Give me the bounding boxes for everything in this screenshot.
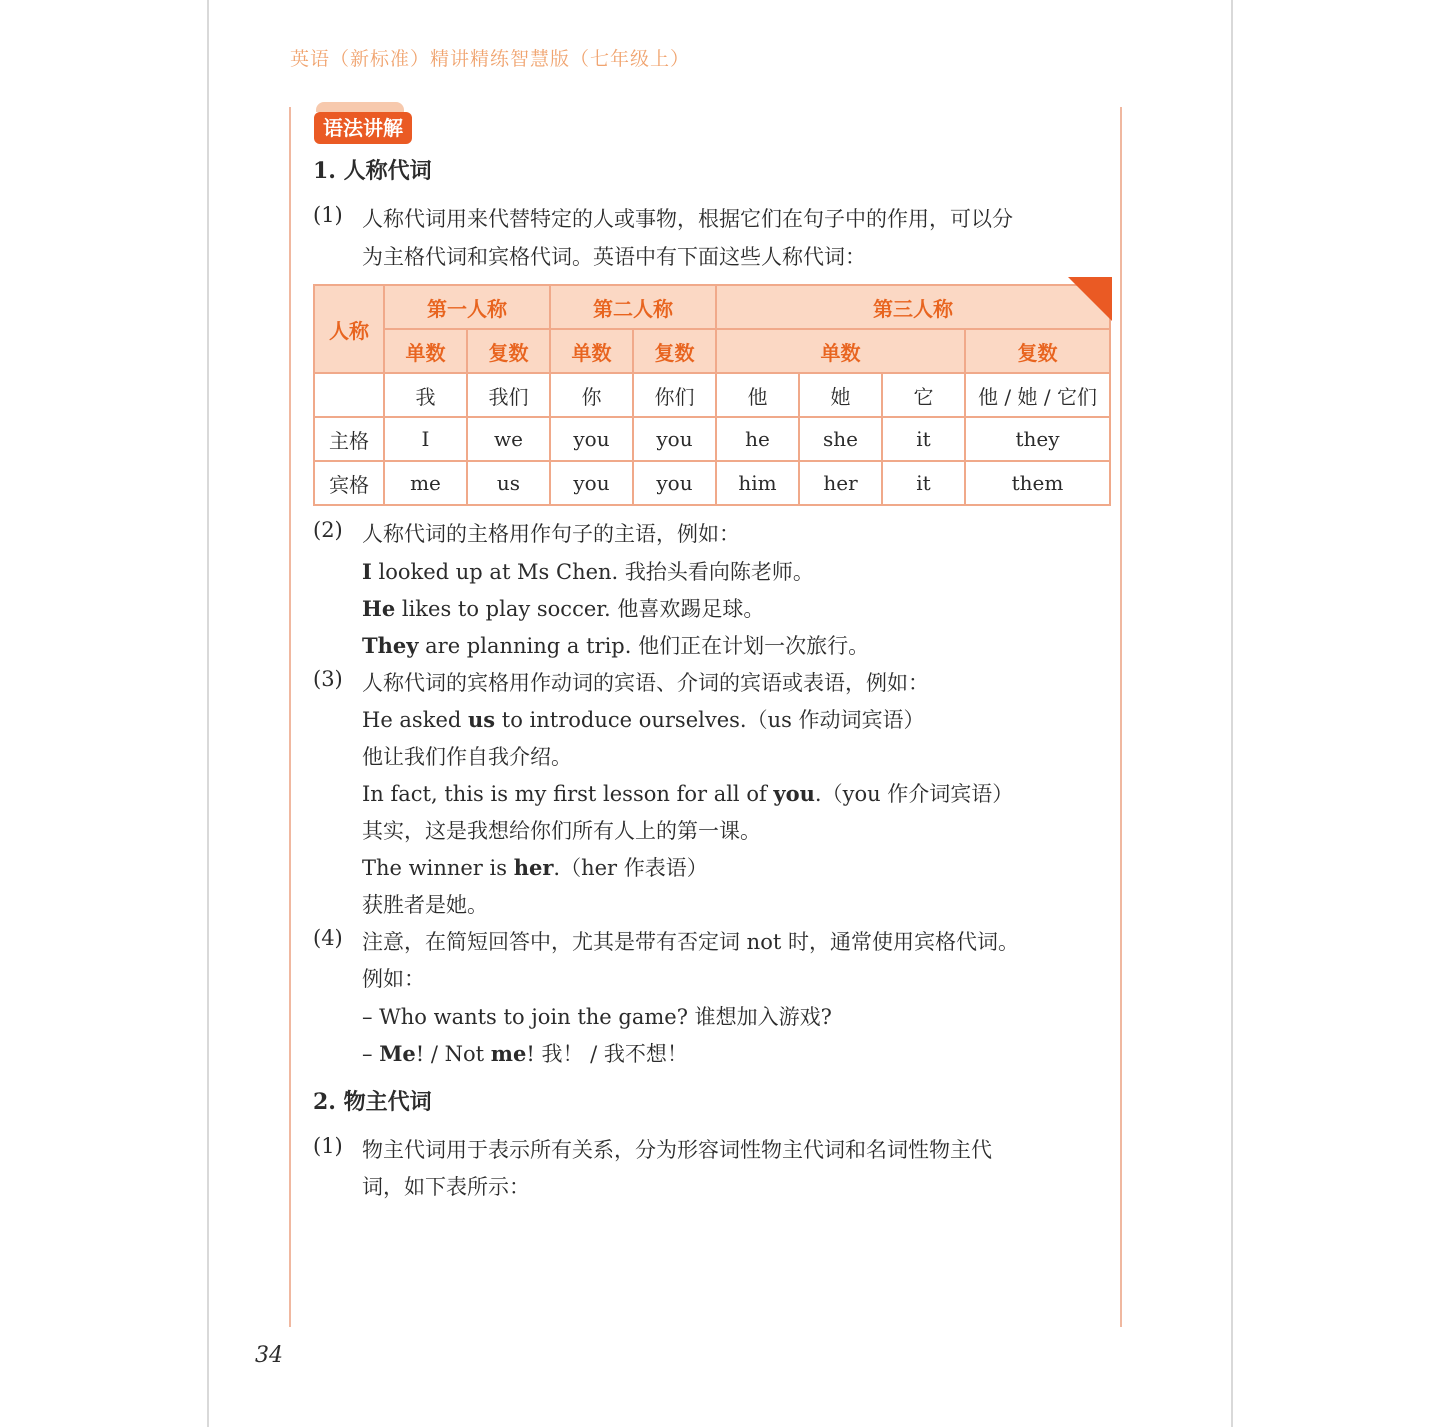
badge-tab-decoration (316, 102, 404, 112)
table-cell: you (550, 461, 633, 505)
header-plural: 复数 (965, 329, 1110, 373)
header-person: 人称 (314, 285, 384, 373)
table-cell: 他 / 她 / 它们 (965, 373, 1110, 417)
table-cell: we (467, 417, 550, 461)
example-translation: 其实，这是我想给你们所有人上的第一课。 (362, 819, 761, 843)
table-cell: 她 (799, 373, 882, 417)
example-line: I looked up at Ms Chen. 我抬头看向陈老师。 (362, 559, 814, 584)
table-cell: I (384, 417, 467, 461)
header-second-person: 第二人称 (550, 285, 716, 329)
section-1-title: 1. 人称代词 (313, 158, 432, 184)
example-line: In fact, this is my first lesson for all of you.（you 作介词宾语） (362, 781, 1014, 806)
left-margin-rule (289, 107, 291, 1327)
table-cell: us (467, 461, 550, 505)
item-4-text-2: 例如： (362, 967, 425, 991)
running-header: 英语（新标准）精讲精练智慧版（七年级上） (290, 48, 691, 70)
badge-label: 语法讲解 (314, 112, 412, 144)
item-4-text: 注意，在简短回答中，尤其是带有否定词 not 时，通常使用宾格代词。 (362, 930, 1019, 954)
item-2-number: (2) (313, 518, 343, 542)
header-plural: 复数 (633, 329, 716, 373)
table-cell: it (882, 417, 965, 461)
table-cell: you (633, 461, 716, 505)
table-cell: 我 (384, 373, 467, 417)
table-cell: you (550, 417, 633, 461)
item-1-line-1: 人称代词用来代替特定的人或事物，根据它们在句子中的作用，可以分 (362, 207, 1013, 231)
example-line: – Who wants to join the game? 谁想加入游戏? (362, 1005, 832, 1029)
table-cell: she (799, 417, 882, 461)
row-label-objective: 宾格 (314, 461, 384, 505)
section-2-title: 2. 物主代词 (313, 1089, 432, 1115)
table-cell: 他 (716, 373, 799, 417)
item-2-text: 人称代词的主格用作句子的主语，例如： (362, 522, 740, 546)
table-cell: he (716, 417, 799, 461)
header-plural: 复数 (467, 329, 550, 373)
table-cell: me (384, 461, 467, 505)
table-cell: 它 (882, 373, 965, 417)
example-line: – Me! / Not me! 我！ / 我不想！ (362, 1041, 688, 1066)
header-singular: 单数 (550, 329, 633, 373)
right-margin-rule (1120, 107, 1122, 1327)
item-1-line-2: 为主格代词和宾格代词。英语中有下面这些人称代词： (362, 245, 866, 269)
table-cell: it (882, 461, 965, 505)
table-row-nominative (314, 417, 1110, 461)
table-cell: you (633, 417, 716, 461)
item-5-line-2: 词，如下表所示： (362, 1175, 530, 1199)
item-5-line-1: 物主代词用于表示所有关系，分为形容词性物主代词和名词性物主代 (362, 1138, 992, 1162)
table-row-chinese (314, 373, 1110, 417)
item-3-text: 人称代词的宾格用作动词的宾语、介词的宾语或表语，例如： (362, 671, 929, 695)
item-1-number: (1) (313, 203, 343, 227)
table-cell: 你们 (633, 373, 716, 417)
example-translation: 他让我们作自我介绍。 (362, 745, 572, 769)
table-corner-decoration (1068, 277, 1112, 321)
header-singular: 单数 (716, 329, 965, 373)
header-singular: 单数 (384, 329, 467, 373)
header-third-person: 第三人称 (716, 285, 1110, 329)
table-cell: her (799, 461, 882, 505)
table-cell: them (965, 461, 1110, 505)
header-first-person: 第一人称 (384, 285, 550, 329)
item-4-number: (4) (313, 926, 343, 950)
item-5-number: (1) (313, 1134, 343, 1158)
table-cell: 你 (550, 373, 633, 417)
table-cell: they (965, 417, 1110, 461)
table-row-objective (314, 461, 1110, 505)
table-cell: 我们 (467, 373, 550, 417)
table-cell: him (716, 461, 799, 505)
example-line: He likes to play soccer. 他喜欢踢足球。 (362, 596, 765, 621)
item-3-number: (3) (313, 667, 343, 691)
example-line: They are planning a trip. 他们正在计划一次旅行。 (362, 633, 870, 658)
pronoun-table (313, 284, 1111, 506)
row-label-nominative: 主格 (314, 417, 384, 461)
page-number: 34 (255, 1343, 283, 1368)
example-translation: 获胜者是她。 (362, 893, 488, 917)
table-cell-empty (314, 373, 384, 417)
example-line: He asked us to introduce ourselves.（us 作动词宾语） (362, 707, 925, 732)
example-line: The winner is her.（her 作表语） (362, 855, 708, 880)
